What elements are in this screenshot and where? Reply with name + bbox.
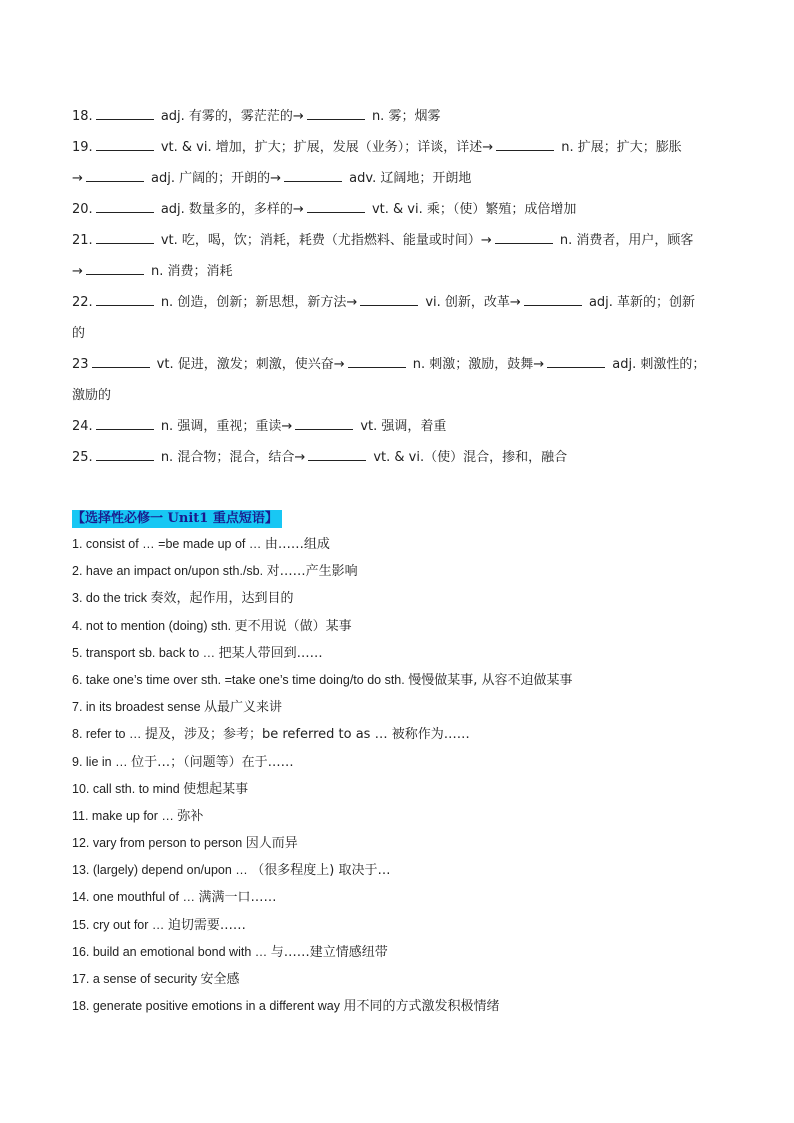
vocab-definition: vt. 吃，喝，饮；消耗，耗费（尤指燃料、能量或时间）→ [156, 233, 492, 248]
phrase-item [72, 612, 724, 639]
answer-blank[interactable] [348, 355, 406, 368]
answer-blank[interactable] [524, 293, 582, 306]
phrase-english: 5. transport sb. back to … [72, 645, 219, 660]
phrase-english: 10. call sth. to mind [72, 781, 184, 796]
phrase-english: 3. do the trick [72, 591, 151, 606]
phrase-chinese: 使想起某事 [183, 781, 249, 797]
phrase-chinese: （很多程度上) 取决于… [251, 863, 391, 879]
phrase-item [72, 530, 724, 557]
answer-blank[interactable] [284, 169, 342, 182]
answer-blank[interactable] [360, 293, 418, 306]
answer-blank[interactable] [96, 138, 154, 151]
vocab-definition: n. 雾；烟雾 [367, 109, 441, 124]
vocab-line-continuation [72, 163, 724, 194]
vocab-item [72, 349, 724, 380]
vocab-number: 激励的 [72, 388, 112, 403]
answer-blank[interactable] [307, 200, 365, 213]
answer-blank[interactable] [86, 169, 144, 182]
vocab-definition: n. 刺激；激励，鼓舞→ [408, 357, 545, 372]
vocab-item [72, 225, 724, 256]
vocab-item [72, 411, 724, 442]
vocab-item [72, 442, 724, 473]
phrase-chinese: 迫切需要…… [167, 917, 246, 933]
vocab-item [72, 132, 724, 163]
vocab-definition: adj. 革新的；创新 [584, 295, 696, 310]
phrase-english: 13. (largely) depend on/upon … [72, 863, 252, 878]
vocab-number: → [72, 171, 83, 186]
phrase-chinese: 用不同的方式激发积极情绪 [343, 999, 500, 1015]
phrase-item [72, 965, 724, 992]
phrase-english: 2. have an impact on/upon sth./sb. [72, 564, 267, 579]
phrase-english: 6. take one’s time over sth. =take one’s time doing/to do sth. [72, 672, 409, 687]
phrase-item [72, 666, 724, 693]
vocab-definition: vt. & vi.（使）混合，掺和，融合 [369, 450, 568, 465]
phrase-item [72, 938, 724, 965]
answer-blank[interactable] [96, 107, 154, 120]
phrase-chinese: 弥补 [177, 808, 204, 824]
phrase-item [72, 883, 724, 910]
phrase-chinese: 更不用说（做）某事 [234, 618, 352, 634]
vocab-definition: n. 消费者，用户，顾客 [555, 233, 694, 248]
vocab-definition: adj. 有雾的，雾茫茫的→ [156, 109, 304, 124]
answer-blank[interactable] [86, 262, 144, 275]
answer-blank[interactable] [96, 417, 154, 430]
answer-blank[interactable] [96, 448, 154, 461]
phrase-item [72, 557, 724, 584]
vocab-definition: n. 强调，重视；重读→ [156, 419, 293, 434]
vocab-number: 21. [72, 233, 93, 248]
answer-blank[interactable] [92, 355, 150, 368]
phrase-english: 14. one mouthful of … [72, 890, 199, 905]
section-header: 【选择性必修一 Unit1 重点短语】 [72, 510, 282, 528]
vocab-definition: n. 创造，创新；新思想，新方法→ [156, 295, 358, 310]
vocab-number: 25. [72, 450, 93, 465]
answer-blank[interactable] [96, 200, 154, 213]
phrase-chinese: 提及，涉及；参考；be referred to as … 被称作为…… [144, 727, 470, 743]
vocab-number: 的 [72, 326, 86, 341]
vocab-number: → [72, 264, 83, 279]
vocab-number: 20. [72, 202, 93, 217]
phrase-chinese: 由……组成 [264, 537, 330, 552]
answer-blank[interactable] [295, 417, 353, 430]
vocab-line-continuation [72, 256, 724, 287]
answer-blank[interactable] [496, 138, 554, 151]
vocab-definition: vt. 促进，激发；刺激，使兴奋→ [152, 357, 345, 372]
vocab-definition: n. 消费；消耗 [146, 264, 233, 279]
vocab-definition: vt. & vi. 增加，扩大；扩展，发展（业务）；详谈，详述→ [156, 140, 494, 155]
phrase-english: 1. consist of … =be made up of … [72, 537, 265, 551]
phrase-item [72, 693, 724, 720]
vocab-number: 23 [72, 357, 89, 372]
vocabulary-list [72, 101, 724, 473]
phrase-chinese: 对……产生影响 [266, 564, 358, 580]
phrase-english: 18. generate positive emotions in a different way [72, 999, 344, 1014]
vocab-definition: n. 混合物；混合，结合→ [156, 450, 306, 465]
phrase-chinese: 慢慢做某事, 从容不迫做某事 [408, 672, 573, 688]
phrase-item [72, 775, 724, 802]
vocab-number: 22. [72, 295, 93, 310]
vocab-definition: adv. 辽阔地；开朗地 [345, 171, 472, 186]
vocab-line-continuation [72, 380, 724, 411]
phrase-english: 12. vary from person to person [72, 836, 246, 851]
phrase-item [72, 802, 724, 829]
vocab-number: 24. [72, 419, 93, 434]
phrase-english: 9. lie in … [72, 754, 132, 769]
phrase-chinese: 安全感 [200, 972, 240, 987]
phrase-chinese: 与……建立情感纽带 [270, 944, 388, 960]
phrase-chinese: 满满一口…… [198, 890, 277, 906]
vocab-definition: vi. 创新，改革→ [421, 295, 521, 310]
phrase-english: 16. build an emotional bond with … [72, 944, 271, 959]
answer-blank[interactable] [307, 107, 365, 120]
vocab-number: 18. [72, 109, 93, 124]
phrase-chinese: 因人而异 [245, 836, 298, 852]
phrase-chinese: 位于…；（问题等）在于…… [131, 754, 294, 770]
vocab-definition: adj. 刺激性的； [608, 357, 706, 372]
vocab-definition: n. 扩展；扩大；膨胀 [557, 140, 682, 155]
vocab-line-continuation [72, 318, 724, 349]
vocab-definition: vt. & vi. 乘；（使）繁殖；成倍增加 [367, 202, 577, 217]
vocab-item [72, 101, 724, 132]
vocab-definition: adj. 数量多的，多样的→ [156, 202, 304, 217]
vocab-definition: vt. 强调，着重 [356, 419, 447, 434]
phrase-item [72, 639, 724, 666]
phrase-item [72, 911, 724, 938]
phrase-chinese: 从最广义来讲 [204, 700, 283, 716]
answer-blank[interactable] [308, 448, 366, 461]
phrase-english: 4. not to mention (doing) sth. [72, 618, 235, 633]
phrase-item [72, 748, 724, 775]
phrase-item [72, 829, 724, 856]
phrase-english: 17. a sense of security [72, 972, 201, 986]
answer-blank[interactable] [495, 231, 553, 244]
phrase-item [72, 992, 724, 1019]
answer-blank[interactable] [547, 355, 605, 368]
vocab-item [72, 194, 724, 225]
phrase-english: 11. make up for … [72, 808, 178, 823]
answer-blank[interactable] [96, 231, 154, 244]
vocab-item [72, 287, 724, 318]
answer-blank[interactable] [96, 293, 154, 306]
phrase-item [72, 856, 724, 883]
phrase-chinese: 奏效，起作用，达到目的 [150, 591, 294, 607]
phrase-english: 15. cry out for … [72, 917, 168, 932]
phrase-item [72, 584, 724, 611]
phrase-chinese: 把某人带回到…… [218, 645, 323, 661]
vocab-definition: adj. 广阔的；开朗的→ [146, 171, 282, 186]
phrase-list [72, 530, 724, 1019]
phrase-english: 7. in its broadest sense [72, 700, 205, 715]
phrase-item [72, 720, 724, 747]
vocab-number: 19. [72, 140, 93, 155]
phrase-english: 8. refer to … [72, 727, 145, 742]
